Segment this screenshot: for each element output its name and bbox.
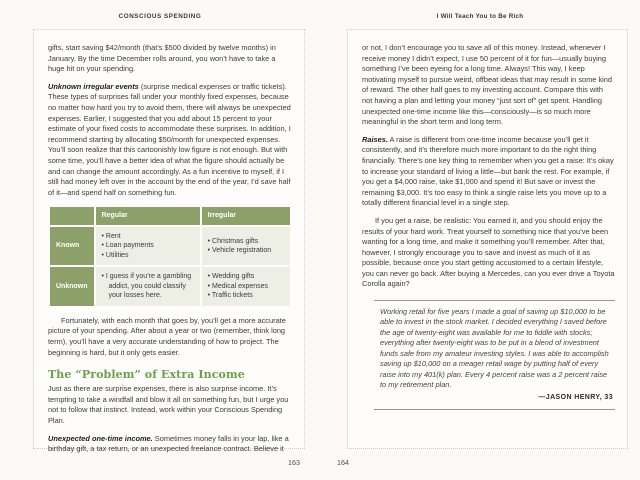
body-text-right (348, 30, 627, 410)
bullet-item: • Traffic tickets (207, 292, 253, 300)
paragraph (48, 82, 292, 199)
running-head-left: CONSCIOUS SPENDING (118, 13, 202, 20)
paragraph: Just as there are surprise expenses, there is also surprise income. It’s tempting to take a windfall and blow it all on something fun, but I urge you not to follow that instinct. Instead, work within your Conscious Spending Plan. (48, 384, 289, 425)
table-cell (202, 267, 290, 306)
table-row (50, 267, 290, 306)
bullet-item: • Rent (101, 232, 121, 240)
table-corner-cell (50, 207, 94, 225)
column-header-regular: Regular (96, 207, 200, 225)
bullet-item: • Christmas gifts (207, 237, 259, 245)
content-box-left (33, 29, 305, 454)
paragraph: If you get a raise, be realistic: You earned it, and you should enjoy the results of your hard work. Treat yourself to something nice that you’ve been wanting for a long time, and make it something you’ll remember. After that, however, I strongly encourage you to save and invest as much of it as possible, because once you start getting accustomed to a certain lifestyle, you can never go back. After buying a Mercedes, can you ever drive a Toyota Corolla again? (362, 215, 615, 289)
paragraph-text: (surprise medical expenses or traffic tickets). These types of surprises fall under your monthly fixed expenses, because no matter how hard you try to avoid them, there will always be unexpected expenses. Earlier, I suggested that you add about 15 percent to your estimate of your fixed costs to accommodate these surprises. In addition, I recommend starting by allocating $50/month for unexpected expenses. You’ll soon realize that this cartoonishly low figure is not enough. But with some time, you’ll have a better idea of what the figure should actually be and can change the amount accordingly. As a fun incentive to myself, if I still had money left over in the account by the end of the year, I’d save half of it—and spend half on something fun. (48, 81, 291, 197)
bullet-item: • Medical expenses (207, 282, 269, 290)
page-right (320, 0, 640, 480)
paragraph-lead-in: Unknown irregular events (48, 81, 139, 91)
pull-quote-attribution: —JASON HENRY, 33 (538, 394, 613, 402)
pull-quote (374, 300, 615, 410)
table-cell (96, 267, 200, 306)
paragraph-lead-in: Unexpected one-time income. (48, 433, 153, 443)
column-header-irregular: Irregular (202, 207, 290, 225)
bullet-item: • Vehicle registration (207, 247, 272, 255)
row-label-known: Known (50, 227, 94, 266)
paragraph (48, 434, 292, 455)
paragraph (362, 135, 615, 209)
section-heading: The “Problem” of Extra Income (48, 368, 245, 382)
paragraph: Fortunately, with each month that goes by, you’ll get a more accurate picture of your spending. After about a year or two (remember, think long term), you’ll have a very accurate understanding of how to project. The beginning is hard, but it only gets easier. (48, 315, 286, 357)
table-header-row (50, 207, 290, 225)
bullet-item: • I guess if you’re a gambling addict, you could classify your losses here. (101, 273, 192, 300)
paragraph-text: Sometimes money falls in your lap, like a birthday gift, a tax return, or an unexpected freelance contract. Believe it (48, 433, 289, 454)
paragraph-lead-in: Raises. (362, 134, 388, 144)
paragraph: or not, I don’t encourage you to save all of this money. Instead, whenever I receive money I didn’t expect, I use 50 percent of it for fun—usually buying something I’ve been eyeing for a long time. Always! This way, I keep motivating myself to pursue weird, offbeat ideas that may result in some kind of reward. The other half goes to my investing account. Compare this with not having a plan and letting your money “just sort of” get spent. Handling unexpected one-time income like this—consciously—is so much more meaningful in the short term and long term. (362, 43, 613, 127)
running-head-right: I Will Teach You to Be Rich (436, 13, 524, 20)
expense-table (48, 205, 292, 308)
content-box-right (347, 29, 628, 449)
paragraph-text: A raise is different from one-time income because you’ll get it consistently, and it’s therefore much more important to do the right thing financially. There’s one key thing to remember when you get a raise: It’s okay to increase your standard of living a little—but bank the rest. For example, if you get a $4,000 raise, take $1,000 and spend it! But save or invest the remaining $3,000. It’s too easy to think a single raise lets you move up to a totally different financial level in a single step. (362, 134, 614, 208)
bullet-item: • Wedding gifts (207, 273, 255, 281)
table-cell (202, 227, 290, 266)
body-text-left (34, 30, 304, 455)
table-row (50, 227, 290, 266)
table-cell (96, 227, 200, 266)
page-number-right: 164 (337, 458, 349, 467)
pull-quote-text: Working retail for five years I made a goal of saving up $10,000 to be able to invest in the stock market. I decided everything I saved before the age of twenty-eight was available for me to fiddle with stocks; everything after twenty-eight was to be put in a blend of investment funds safe from my amateur investing styles. I was able to accomplish saving up $10,000 on a meager retail wage by putting half of every raise into my 401(k) plan. Every 4 percent raise was a 2 percent raise to my retirement plan. (380, 307, 609, 389)
bullet-item: • Loan payments (101, 242, 154, 250)
row-label-unknown: Unknown (50, 267, 94, 306)
page-number-left: 163 (288, 458, 300, 467)
paragraph: gifts, start saving $42/month (that’s $500 divided by twelve months) in January. By the time December rolls around, you won’t have to take a huge hit on your spending. (48, 43, 276, 74)
bullet-item: • Utilities (101, 251, 129, 259)
